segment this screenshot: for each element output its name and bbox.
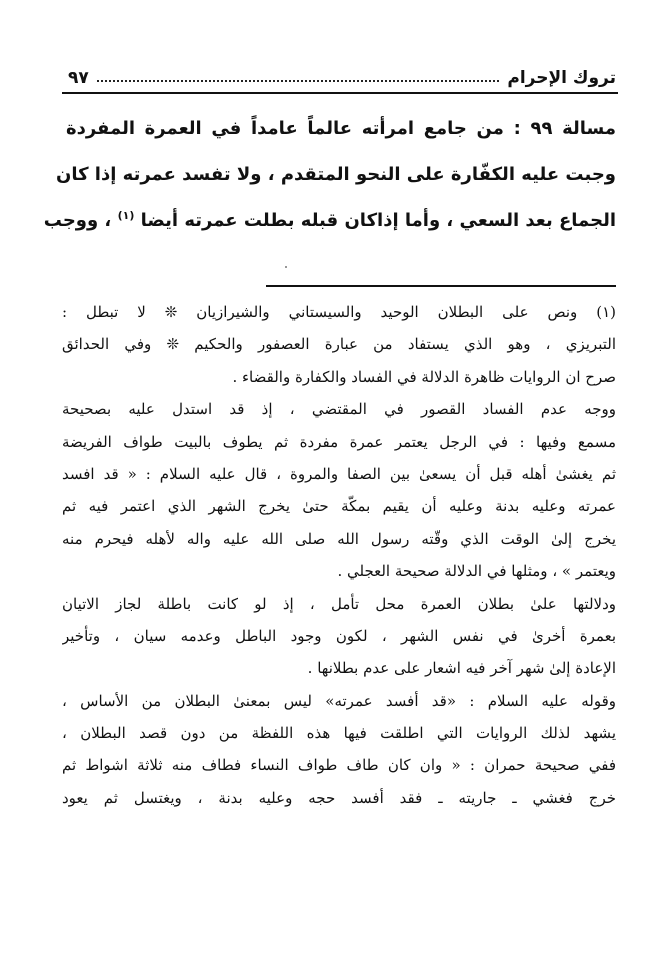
header-rule xyxy=(62,92,618,94)
footnotes xyxy=(62,296,616,814)
footnote-line: مسمع وفيها : في الرجل يعتمر عمرة مفردة ثم يطوف بالبيت طواف الفريضة xyxy=(62,432,616,451)
main-text xyxy=(43,106,616,244)
footnote-line: ثم يغشىٰ أهله قبل أن يسعىٰ بين الصفا والمروة ، قال عليه السلام : « قد افسد xyxy=(62,464,616,483)
footnote-line: صرح ان الروايات ظاهرة الدلالة في الفساد والكفارة والقضاء . xyxy=(232,367,616,386)
footnote-line: عمرته وعليه بدنة وعليه أن يقيم بمكّة حتىٰ يخرج الشهر الذي اعتمر فيه ثم xyxy=(62,497,616,516)
footnote-line: يخرج إلىٰ الوقت الذي وقّته رسول الله صلى الله عليه واله لأهله فيحرم منه xyxy=(62,529,616,548)
page-header xyxy=(68,58,616,88)
footnote-line: التبريزي ، وهو الذي يستفاد من عبارة العصفور والحكيم ❊ وفي الحدائق xyxy=(62,335,616,354)
main-line xyxy=(55,152,616,198)
main-line-text: وجبت عليه الكفّارة على النحو المتقدم ، ولا تفسد عمرته إذا كان xyxy=(55,164,616,185)
footnote-line: بعمرة أخرىٰ في نفس الشهر ، لكون وجود الباطل وعدمه سيان ، وتأخير xyxy=(62,626,616,645)
footnote-line: وقوله عليه السلام : «قد أفسد عمرته» ليس بمعنىٰ البطلان من الأساس ، xyxy=(62,691,616,710)
footnote-line: ففي صحيحة حمران : « وان كان طاف طواف النساء فطاف منه ثلاثة اشواط ثم xyxy=(62,756,616,775)
footnote-line: خرج فغشي ـ جاريته ـ فقد أفسد حجه وعليه بدنة ، ويغتسل ثم يعود xyxy=(62,788,616,807)
main-line-text: من جامع امرأته عالماً عامداً في العمرة المفردة xyxy=(66,118,504,139)
running-title: تروك الإحرام xyxy=(507,68,616,88)
footnote-line: الإعادة إلىٰ شهر آخر فيه اشعار على عدم بطلانها . xyxy=(307,659,616,678)
footnote-line: (١) ونص على البطلان الوحيد والسيستاني والشيرازيان ❊ لا تبطل : xyxy=(62,303,616,321)
main-line xyxy=(43,198,616,244)
dotted-leader xyxy=(97,79,500,82)
main-line-text: ، ووجب xyxy=(43,210,112,231)
footnote-line: ووجه عدم الفساد القصور في المقتضي ، إذ قد استدل عليه بصحيحة xyxy=(62,400,616,419)
footnote-line: ويعتمر » ، ومثلها في الدلالة صحيحة العجلي . xyxy=(337,562,616,581)
main-line xyxy=(66,106,616,152)
main-line-text: الجماع بعد السعي ، وأما إذاكان قبله بطلت عمرته أيضا xyxy=(140,210,616,231)
footnote-reference[interactable]: (١) xyxy=(117,209,135,222)
footnote-line: ودلالتها علىٰ بطلان العمرة محل تأمل ، إذ لو كانت باطلة لجاز الاتيان xyxy=(62,594,616,613)
stray-dot xyxy=(285,266,287,268)
footnote-line: يشهد لذلك الروايات التي اطلقت فيها هذه اللفظة من دون قصد البطلان ، xyxy=(62,724,616,743)
page-number: ٩٧ xyxy=(68,68,89,88)
footnote-divider xyxy=(266,285,616,287)
issue-heading: مسالة ٩٩ : xyxy=(513,118,616,139)
